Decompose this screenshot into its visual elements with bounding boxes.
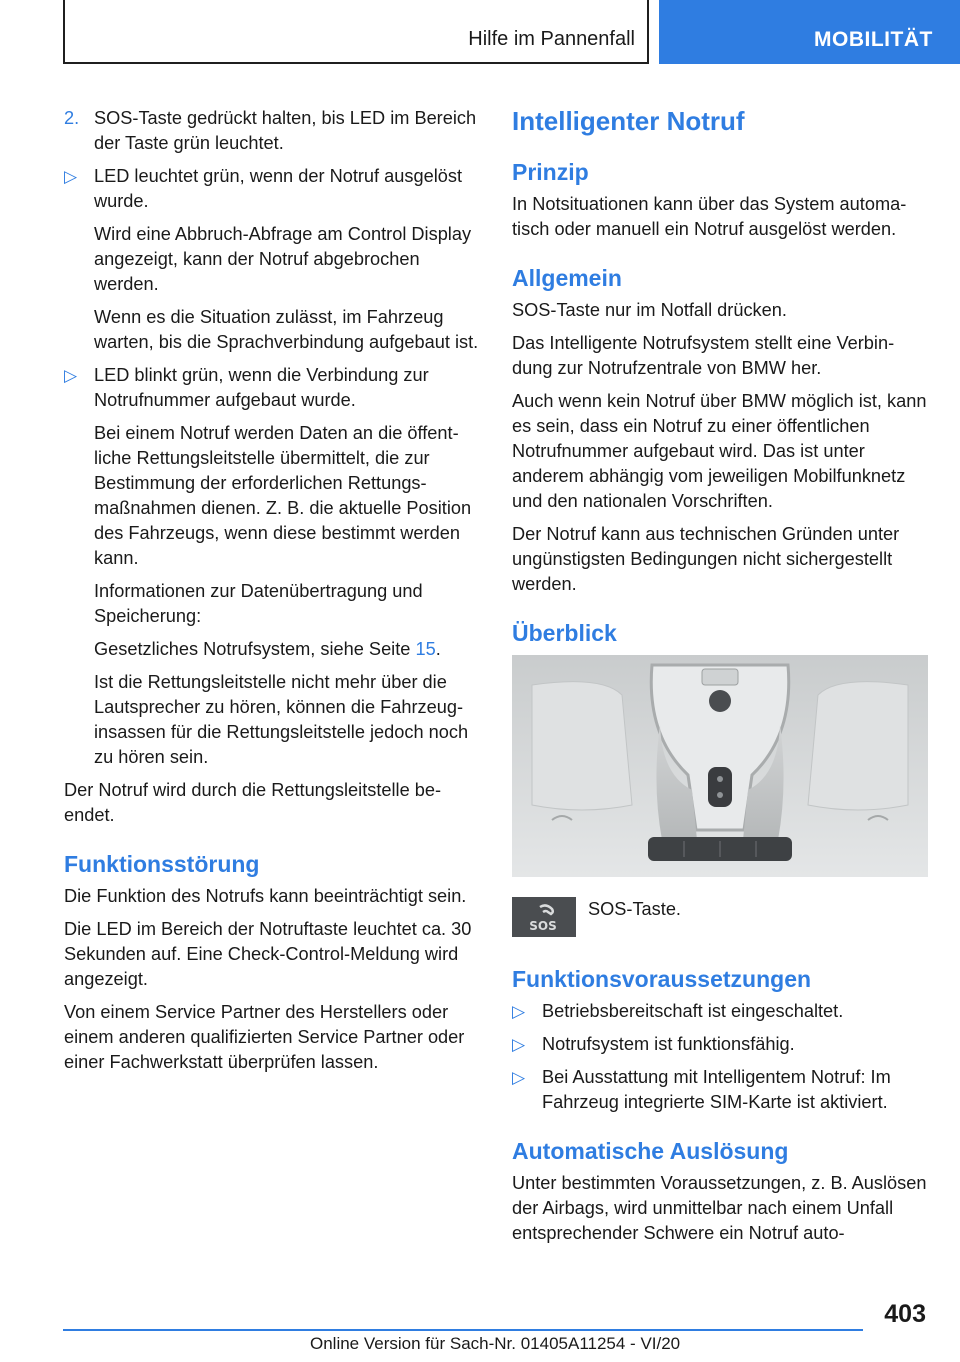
fault-paragraph: Die LED im Bereich der Notruftaste leuchtet ca. 30 Sekunden auf. Eine Check-Control-Meldung wird angezeigt. (64, 919, 472, 989)
bullet-triangle-icon: ▷ (512, 1068, 526, 1087)
general-paragraph: Das Intelligente Notrufsystem stellt eine Verbindung zur Notrufzentrale von BMW her. (512, 333, 895, 378)
bullet-triangle-icon: ▷ (64, 366, 78, 385)
step-2 (64, 106, 480, 156)
general-paragraph: SOS-Taste nur im Notfall drücken. (512, 300, 787, 320)
fault-paragraph: Die Funktion des Notrufs kann beeinträchtigt sein. (64, 886, 467, 906)
general-paragraph: Der Notruf kann aus technischen Gründen unter ungünstigsten Bedingungen nicht sichergestellt werden. (512, 524, 900, 594)
bullet-text: LED leuchtet grün, wenn der Notruf ausgelöst wurde. (94, 166, 463, 211)
auto-text: Unter bestimmten Voraussetzungen, z. B. Auslösen der Airbags, wird unmittelbar nach einem Unfall entsprechender Schwere ein Notruf auto- (512, 1173, 927, 1243)
bullet-triangle-icon: ▷ (512, 1035, 526, 1054)
sos-button-icon (512, 897, 576, 937)
fault-heading: Funktionsstörung (64, 851, 260, 877)
requirement-item (512, 1032, 928, 1057)
header-chapter-tab (659, 0, 960, 64)
header-section-title: Hilfe im Pannenfall (468, 28, 635, 50)
bullet-detail-reference (64, 637, 480, 662)
header-section-box (63, 0, 649, 64)
requirement-item (512, 1065, 928, 1115)
fault-paragraph: Von einem Service Partner des Herstellers oder einem anderen qualifizierten Service Partner oder einer Fachwerkstatt überprüfen lassen. (64, 1002, 465, 1072)
requirement-text: Notrufsystem ist funktionsfähig. (542, 1034, 795, 1054)
requirement-item (512, 999, 928, 1024)
end-text: Der Notruf wird durch die Rettungsleitstelle beendet. (64, 780, 442, 825)
page-15-link[interactable]: 15 (415, 639, 436, 659)
step-number: 2. (64, 108, 80, 128)
footer-online-version: Online Version für Sach-Nr. 01405A11254 - VI/20 (310, 1334, 681, 1353)
sos-legend (512, 897, 928, 937)
sos-icon-label: SOS (529, 919, 557, 933)
requirement-text: Betriebsbereitschaft ist eingeschaltet. (542, 1001, 844, 1021)
bullet-detail: Wird eine Abbruch-Abfrage am Control Display angezeigt, kann der Notruf abgebrochen werden. (94, 224, 472, 294)
bullet-triangle-icon: ▷ (64, 167, 78, 186)
page-number: 403 (884, 1300, 926, 1328)
bullet-detail: Ist die Rettungsleitstelle nicht mehr über die Lautsprecher zu hören, können die Fahrzeuginsassen für die Rettungsleitstelle jedoch noch zu hören sein. (94, 672, 469, 767)
principle-heading: Prinzip (512, 159, 589, 185)
footer-divider (63, 1329, 863, 1331)
left-column (64, 106, 480, 1083)
bullet-detail: Informationen zur Datenübertragung und Speicherung: (94, 581, 423, 626)
bullet-text: LED blinkt grün, wenn die Verbindung zur Notrufnummer aufgebaut wurde. (94, 365, 429, 410)
step-2-text: SOS-Taste gedrückt halten, bis LED im Bereich der Taste grün leuchtet. (94, 108, 477, 153)
page-title: Intelligenter Notruf (512, 106, 745, 136)
auto-heading: Automatische Auslösung (512, 1138, 789, 1164)
bullet-detail: Bei einem Notruf werden Daten an die öffentliche Rettungsleitstelle übermittelt, die zur Bestimmung der erforderlichen Rettungsmaßnahmen dienen. Z. B. die aktuelle Position des Fahrzeugs, wenn diese bestimmt werden kann. (94, 423, 472, 568)
sos-caption: SOS-Taste. (588, 899, 681, 919)
reference-suffix: . (435, 639, 441, 659)
right-column (512, 106, 928, 1254)
header-chapter-title: MOBILITÄT (814, 28, 933, 51)
bullet-triangle-icon: ▷ (512, 1002, 526, 1021)
general-heading: Allgemein (512, 265, 622, 291)
overview-heading: Überblick (512, 620, 617, 646)
reference-prefix: Gesetzliches Notrufsystem, siehe Seite (94, 639, 416, 659)
bullet-led-green (64, 164, 480, 214)
requirements-heading: Funktionsvoraussetzungen (512, 966, 812, 992)
bullet-detail: Wenn es die Situation zulässt, im Fahrzeug warten, bis die Sprachverbindung aufgebaut ist. (94, 307, 479, 352)
overhead-console-image (512, 655, 928, 877)
requirement-text: Bei Ausstattung mit Intelligentem Notruf: Im Fahrzeug integrierte SIM-Karte ist aktiviert. (542, 1067, 891, 1112)
bullet-led-blink (64, 363, 480, 413)
general-paragraph: Auch wenn kein Notruf über BMW möglich ist, kann es sein, dass ein Notruf zu einer öffentlichen Notrufnummer aufgebaut wird. Das ist unter anderem abhängig vom jeweiligen Mobilfunknetz und den nationalen Vorschriften. (512, 391, 927, 511)
principle-text: In Notsituationen kann über das System automatisch oder manuell ein Notruf ausgelöst werden. (512, 194, 907, 239)
